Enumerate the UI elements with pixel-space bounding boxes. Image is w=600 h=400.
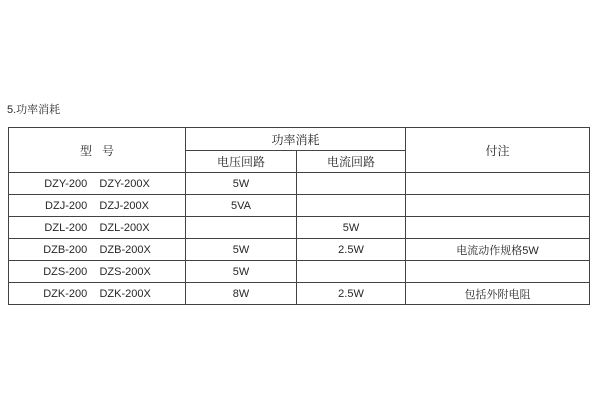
current-cell xyxy=(297,261,406,283)
current-cell: 5W xyxy=(297,217,406,239)
model-cell: DZL-200 DZL-200X xyxy=(9,217,186,239)
note-cell xyxy=(406,261,590,283)
header-current-circuit: 电流回路 xyxy=(297,151,406,173)
voltage-cell xyxy=(186,217,297,239)
table-row xyxy=(9,261,590,283)
current-cell xyxy=(297,195,406,217)
model-cell: DZY-200 DZY-200X xyxy=(9,173,186,195)
power-consumption-table xyxy=(8,127,590,305)
current-cell xyxy=(297,173,406,195)
header-model: 型 号 xyxy=(9,128,186,173)
voltage-cell: 5W xyxy=(186,173,297,195)
model-cell: DZJ-200 DZJ-200X xyxy=(9,195,186,217)
header-voltage-circuit: 电压回路 xyxy=(186,151,297,173)
voltage-cell: 5W xyxy=(186,261,297,283)
section-title: 5.功率消耗 xyxy=(7,104,61,116)
note-cell xyxy=(406,195,590,217)
voltage-cell: 5W xyxy=(186,239,297,261)
header-power-group: 功率消耗 xyxy=(186,128,406,151)
current-cell: 2.5W xyxy=(297,283,406,305)
table-row xyxy=(9,195,590,217)
voltage-cell: 8W xyxy=(186,283,297,305)
table-row xyxy=(9,217,590,239)
header-notes: 付注 xyxy=(406,128,590,173)
model-cell: DZK-200 DZK-200X xyxy=(9,283,186,305)
model-cell: DZB-200 DZB-200X xyxy=(9,239,186,261)
model-cell: DZS-200 DZS-200X xyxy=(9,261,186,283)
table-row xyxy=(9,239,590,261)
note-cell xyxy=(406,173,590,195)
table-row xyxy=(9,283,590,305)
note-cell xyxy=(406,217,590,239)
note-cell: 电流动作规格5W xyxy=(406,239,590,261)
current-cell: 2.5W xyxy=(297,239,406,261)
note-cell: 包括外附电阻 xyxy=(406,283,590,305)
voltage-cell: 5VA xyxy=(186,195,297,217)
table-row xyxy=(9,173,590,195)
header-row-top xyxy=(9,128,590,151)
